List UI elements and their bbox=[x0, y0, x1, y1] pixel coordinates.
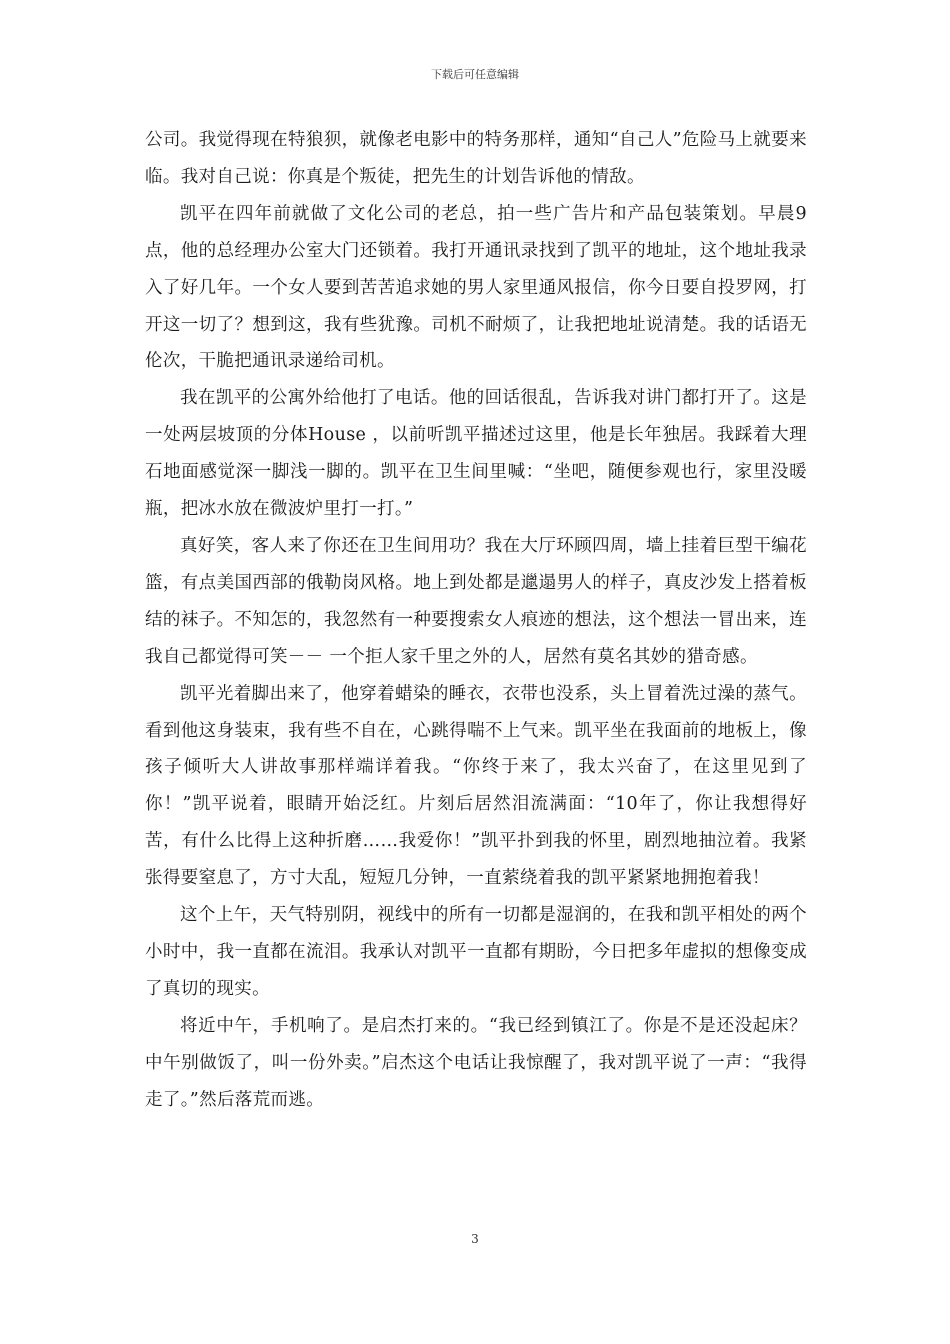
paragraph: 将近中午，手机响了。是启杰打来的。“我已经到镇江了。你是不是还没起床？中午别做饭了，叫一份外卖。”启杰这个电话让我惊醒了，我对凯平说了一声：“我得走了。”然后落荒而逃。 bbox=[145, 1015, 807, 1110]
paragraph: 这个上午，天气特别阴，视线中的所有一切都是湿润的，在我和凯平相处的两个小时中，我一直都在流泪。我承认对凯平一直都有期盼，今日把多年虚拟的想像变成了真切的现实。 bbox=[145, 905, 807, 999]
paragraph: 我在凯平的公寓外给他打了电话。他的回话很乱，告诉我对讲门都打开了。这是一处两层坡顶的分体House ，以前听凯平描述过这里，他是长年独居。我踩着大理石地面感觉深一脚浅一脚的。凯平在卫生间里喊：“坐吧，随便参观也行，家里没暖瓶，把冰水放在微波炉里打一打。” bbox=[145, 388, 807, 520]
paragraph-continuation: 公司。我觉得现在特狼狈，就像老电影中的特务那样，通知“自己人”危险马上就要来临。我对自己说：你真是个叛徒，把先生的计划告诉他的情敌。 bbox=[145, 130, 807, 187]
page-number: 3 bbox=[471, 1232, 479, 1246]
paragraph: 凯平在四年前就做了文化公司的老总，拍一些广告片和产品包装策划。早晨9点，他的总经理办公室大门还锁着。我打开通讯录找到了凯平的地址，这个地址我录入了好几年。一个女人要到苦苦追求她的男人家里通风报信，你今日要自投罗网，打开这一切了？想到这，我有些犹豫。司机不耐烦了，让我把地址说清楚。我的话语无伦次，干脆把通讯录递给司机。 bbox=[145, 203, 807, 372]
body-text bbox=[145, 122, 807, 1118]
paragraph: 凯平光着脚出来了，他穿着蜡染的睡衣，衣带也没系，头上冒着洗过澡的蒸气。看到他这身装束，我有些不自在，心跳得喘不上气来。凯平坐在我面前的地板上，像孩子倾听大人讲故事那样端详着我。“你终于来了，我太兴奋了，在这里见到了你！”凯平说着，眼睛开始泛红。片刻后居然泪流满面：“10年了，你让我想得好苦，有什么比得上这种折磨……我爱你！”凯平扑到我的怀里，剧烈地抽泣着。我紧张得要窒息了，方寸大乱，短短几分钟，一直萦绕着我的凯平紧紧地拥抱着我！ bbox=[145, 683, 807, 889]
page-header: 下载后可任意编辑 bbox=[431, 68, 519, 81]
paragraph: 真好笑，客人来了你还在卫生间用功？我在大厅环顾四周，墙上挂着巨型干编花篮，有点美国西部的俄勒岗风格。地上到处都是邋遢男人的样子，真皮沙发上搭着板结的袜子。不知怎的，我忽然有一种要搜索女人痕迹的想法，这个想法一冒出来，连我自己都觉得可笑－－ 一个拒人家千里之外的人，居然有莫名其妙的猎奇感。 bbox=[145, 535, 807, 667]
